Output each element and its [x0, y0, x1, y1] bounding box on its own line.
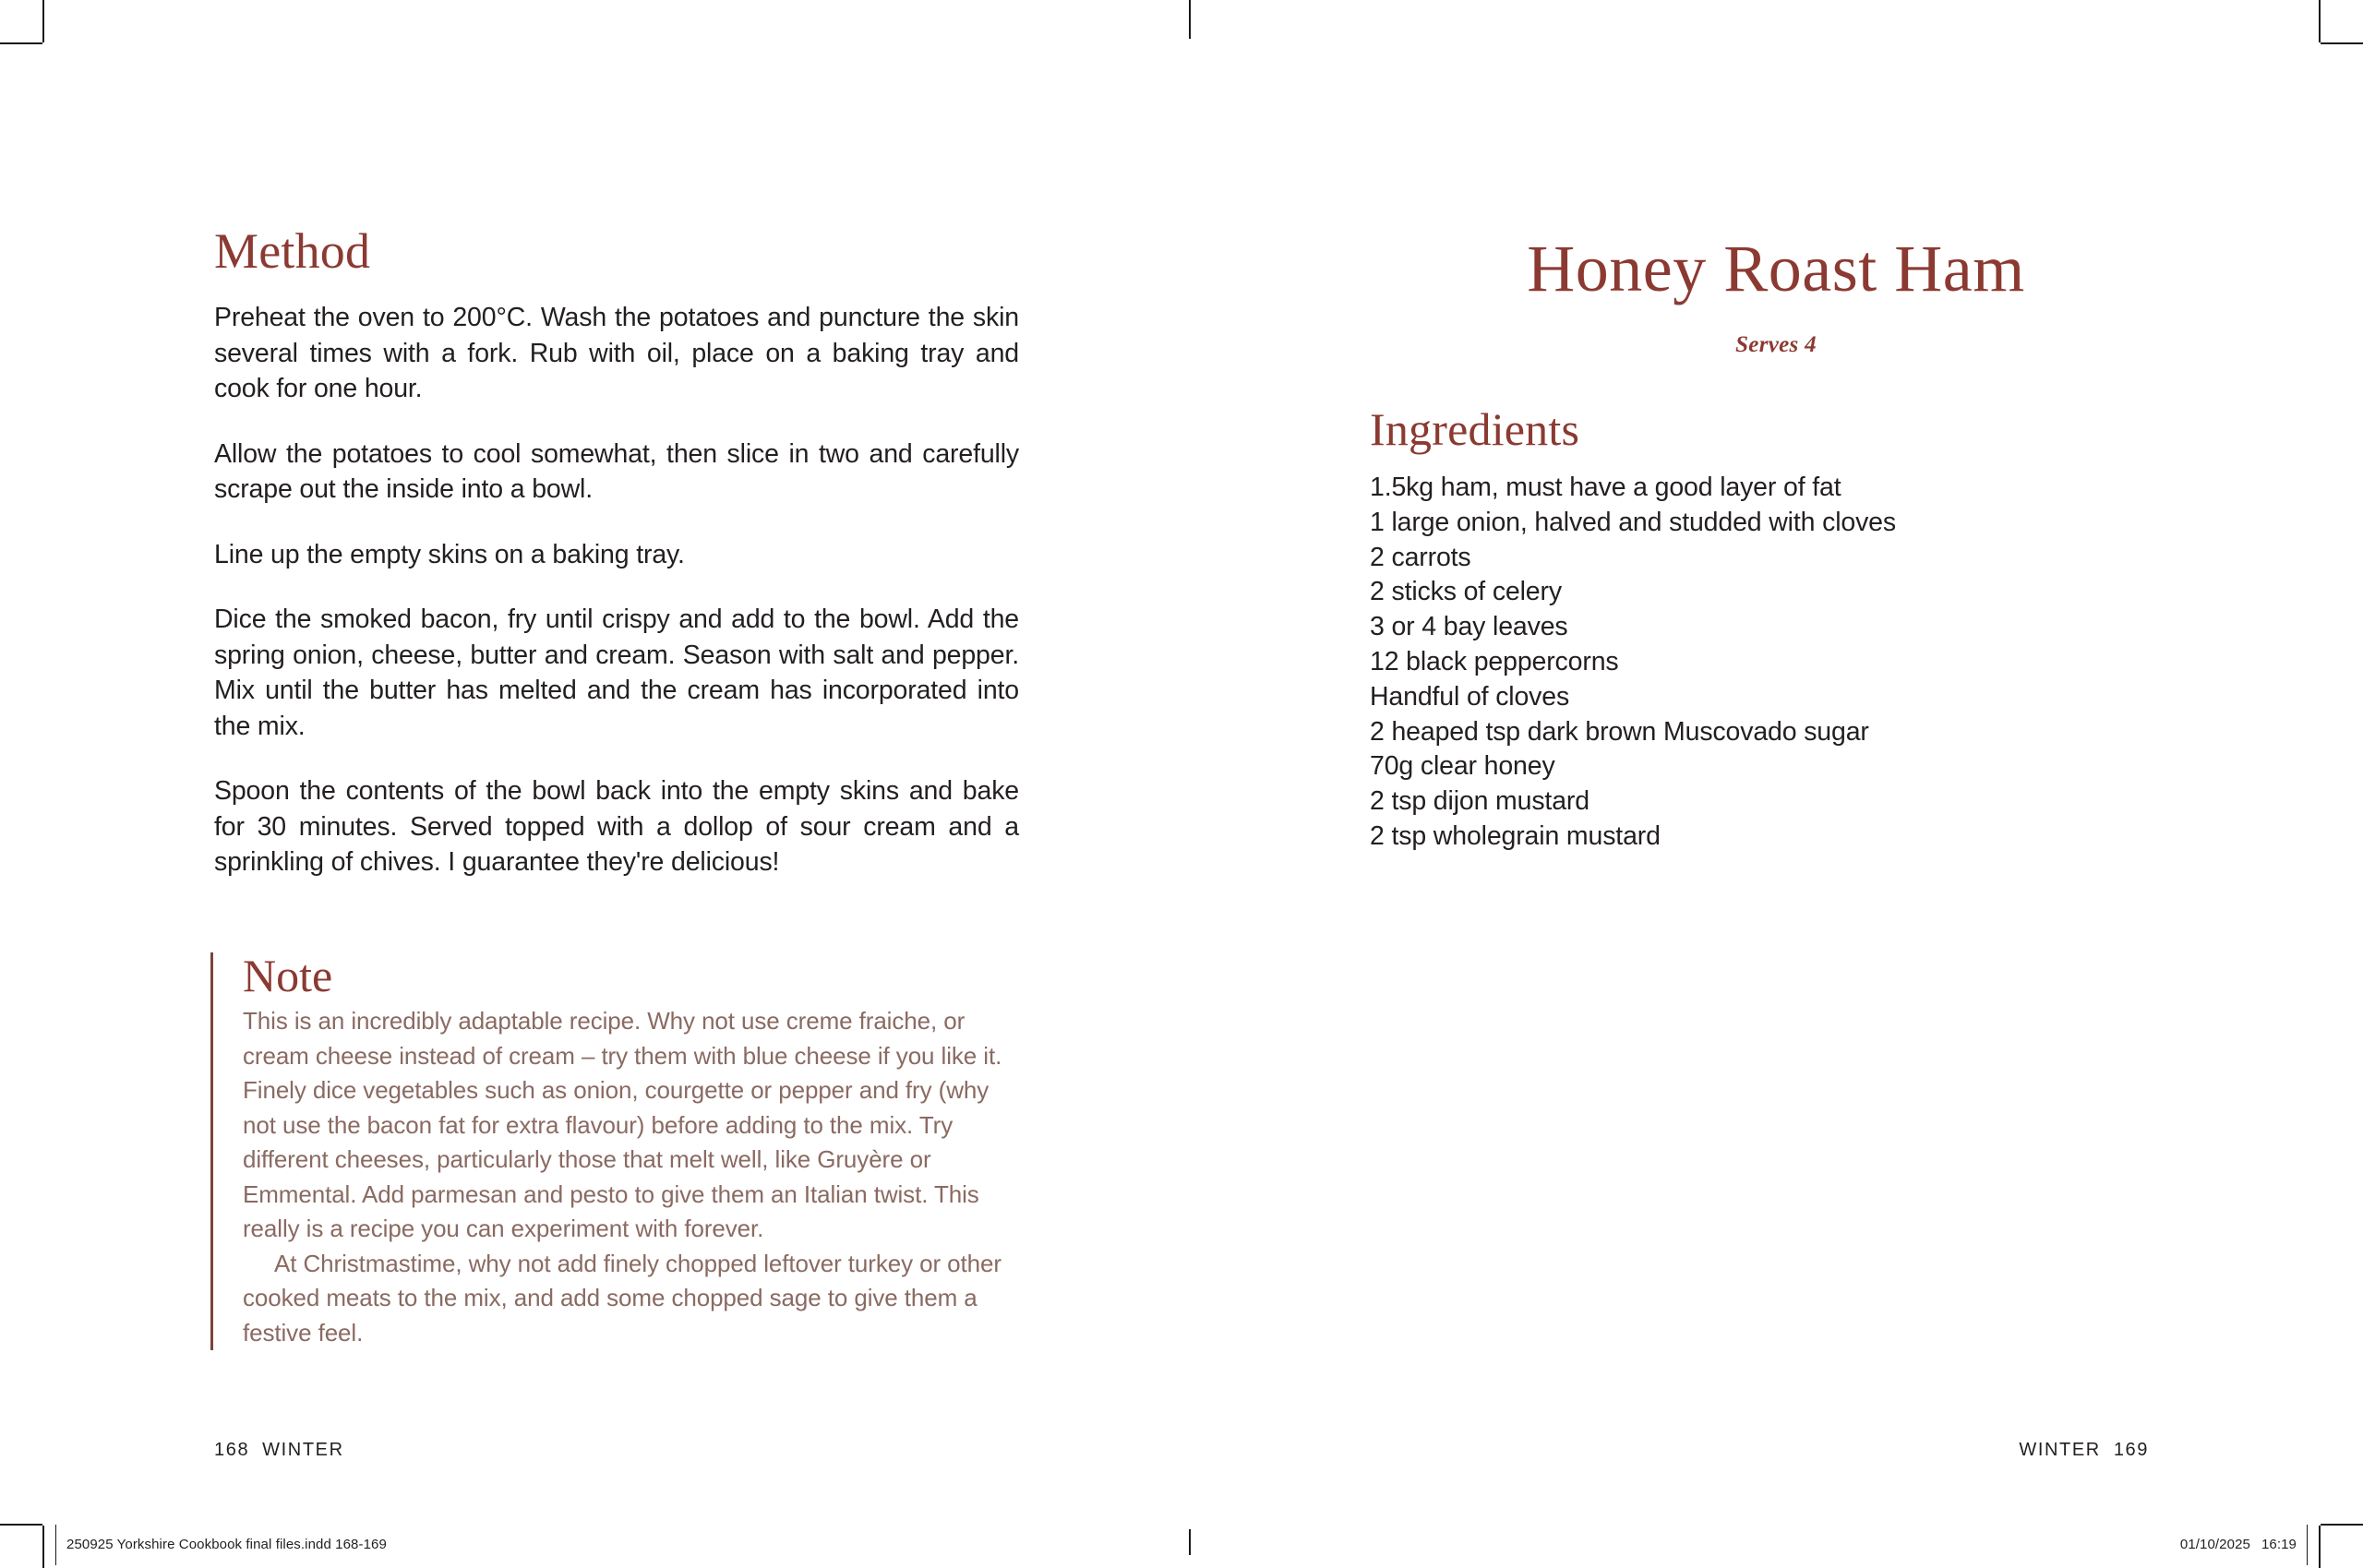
ingredient-item: 2 tsp dijon mustard [1370, 786, 1589, 817]
folio-page-number: 169 [2113, 1440, 2149, 1460]
folio-page-number: 168 [214, 1440, 250, 1460]
method-paragraph: Line up the empty skins on a baking tray. [214, 539, 685, 569]
ingredient-item: 70g clear honey [1370, 751, 1555, 782]
ingredient-item: 2 sticks of celery [1370, 577, 1562, 607]
note-body [243, 1004, 1023, 1350]
note-paragraph: At Christmastime, why not add finely chopped leftover turkey or other cooked meats to the mix, and add some chopped sage to give them a festive feel. [243, 1249, 1002, 1347]
ingredient-item: Handful of cloves [1370, 681, 1570, 712]
note-callout [210, 952, 1023, 1350]
ingredient-item: 2 heaped tsp dark brown Muscovado sugar [1370, 716, 1869, 747]
ingredients-heading: Ingredients [1370, 403, 1580, 455]
note-heading: Note [243, 950, 333, 1001]
slug-rule-right [2307, 1525, 2308, 1565]
ingredients-list [1370, 471, 2201, 855]
ingredient-item: 1 large onion, halved and studded with cloves [1370, 507, 1896, 537]
folio-section-label: WINTER [2019, 1440, 2101, 1460]
method-paragraph: Spoon the contents of the bowl back into the empty skins and bake for 30 minutes. Served topped with a dollop of sour cream and a sprinkling of chives. I guarantee they're delicious! [214, 776, 1019, 877]
slug-rule-left [55, 1525, 56, 1565]
method-paragraph: Allow the potatoes to cool somewhat, then slice in two and carefully scrape out the inside into a bowl. [214, 438, 1019, 504]
recipe-title: Honey Roast Ham [1527, 232, 2025, 305]
method-paragraph: Preheat the oven to 200°C. Wash the potatoes and puncture the skin several times with a fork. Rub with oil, place on a baking tray and cook for one hour. [214, 303, 1019, 403]
print-slug-timestamp [2180, 1537, 2297, 1552]
folio-left [214, 1440, 344, 1461]
print-slug-filename: 250925 Yorkshire Cookbook final files.indd 168-169 [66, 1537, 387, 1552]
ingredient-item: 3 or 4 bay leaves [1370, 612, 1568, 642]
note-paragraph: This is an incredibly adaptable recipe. Why not use creme fraiche, or cream cheese instead of cream – try them with blue cheese if you like it. Finely dice vegetables such as onion, courgette or pepper and fry (why not use the bacon fat for extra flavour) before adding to the mix. Try different cheeses, particularly those that melt well, like Gruyère or Emmental. Add parmesan and pesto to give them an Italian twist. This really is a recipe you can experiment with forever. [243, 1007, 1002, 1242]
slug-date: 01/10/2025 [2179, 1537, 2250, 1552]
ingredient-item: 2 tsp wholegrain mustard [1370, 820, 1661, 851]
ingredient-item: 2 carrots [1370, 542, 1471, 572]
method-paragraph: Dice the smoked bacon, fry until crispy and add to the bowl. Add the spring onion, cheese, butter and cream. Season with salt and pepper. Mix until the butter has melted and the cream has incorporated into the mix. [214, 604, 1019, 741]
recipe-serves: Serves 4 [1735, 332, 1817, 357]
ingredient-item: 12 black peppercorns [1370, 646, 1619, 676]
folio-right [2019, 1440, 2149, 1461]
folio-section-label: WINTER [262, 1440, 344, 1460]
right-page [1189, 0, 2363, 1568]
method-heading: Method [214, 223, 371, 279]
ingredient-item: 1.5kg ham, must have a good layer of fat [1370, 473, 1841, 502]
slug-time: 16:19 [2261, 1537, 2297, 1552]
method-body [214, 300, 1019, 880]
